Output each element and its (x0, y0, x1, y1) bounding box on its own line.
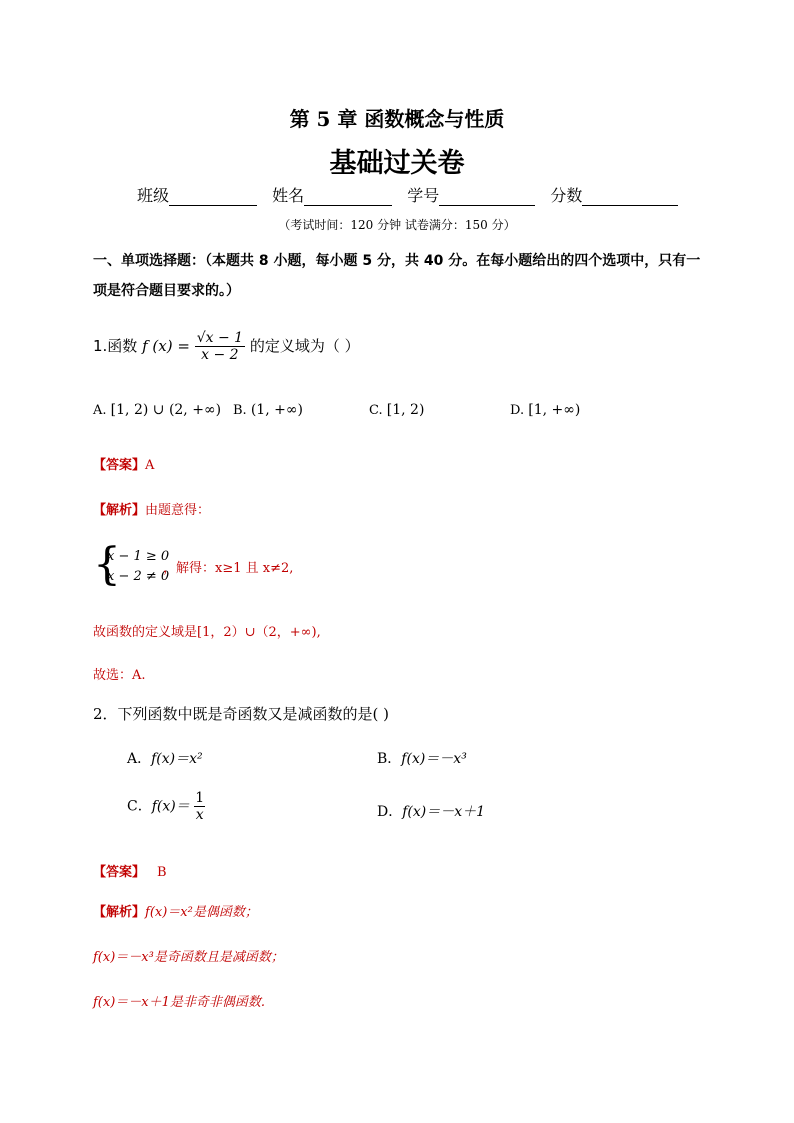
document-title: 基础过关卷 (329, 148, 465, 179)
q1-analysis (93, 499, 210, 518)
system-result: ，解得：x≥1 且 x≠2, (163, 561, 294, 576)
q2-option-d-text: f(x)＝－x＋1 (402, 804, 486, 820)
q2-option-c-label: C． (127, 798, 152, 815)
q2-analysis-line-2: f(x)＝－x³是奇函数且是减函数； (93, 950, 284, 965)
q1-numerator: √x − 1 (196, 330, 244, 346)
q1-option-b-label: B. (233, 403, 247, 418)
class-label: 班级 (137, 186, 170, 205)
name-blank (304, 191, 392, 206)
student-id-blank (439, 191, 535, 206)
q2-option-b-label: B． (377, 751, 402, 767)
q1-option-c-label: C. (369, 403, 383, 418)
left-brace: { (93, 539, 121, 590)
q2-analysis-line-3: f(x)＝－x＋1是非奇非偶函数. (93, 995, 266, 1010)
section-heading: 一、单项选择题：（本题共 8 小题，每小题 5 分，共 40 分。在每小题给出的四个选项中，只有一项是符合题目要求的。） (93, 253, 701, 299)
q2-option-c (127, 790, 205, 823)
q1-answer-value: A (145, 458, 155, 473)
q2-option-a (127, 748, 203, 768)
q1-option-a-text: [1, 2) ∪ (2, +∞) (110, 402, 222, 418)
q2-answer (93, 861, 167, 880)
q1-analysis-intro: 由题意得： (145, 503, 211, 518)
q1-prefix: 1.函数 (93, 337, 138, 355)
exam-time-info: （考试时间：120 分钟 试卷满分：150 分） (278, 218, 516, 232)
system-rows (107, 547, 169, 587)
q2-option-c-denominator: x (195, 807, 204, 823)
q1-denominator: x − 2 (201, 347, 239, 363)
student-id-field (407, 183, 535, 206)
q1-suffix: 的定义域为（ ） (249, 337, 360, 355)
q2-option-b (377, 748, 467, 768)
q1-choose: 故选：A. (93, 668, 146, 683)
name-label: 姓名 (272, 186, 305, 205)
q2-option-b-text: f(x)＝－x³ (401, 751, 467, 767)
q1-fraction (195, 330, 245, 363)
q2-option-c-fraction (194, 790, 205, 823)
student-id-label: 学号 (407, 186, 440, 205)
q2-answer-value: B (157, 865, 167, 880)
question-2-stem: 2．下列函数中既是奇函数又是减函数的是( ) (93, 705, 390, 723)
q1-option-c-text: [1, 2) (386, 402, 425, 418)
q1-option-c (369, 402, 424, 418)
q1-answer (93, 454, 154, 473)
question-1-stem (93, 330, 360, 363)
chapter-title: 第 5 章 函数概念与性质 (289, 107, 505, 131)
q2-option-c-prefix: f(x)＝ (151, 798, 190, 815)
system-row-1: x − 1 ≥ 0 (107, 549, 170, 564)
system-row-2: x − 2 ≠ 0 (107, 569, 170, 584)
name-field (272, 183, 392, 206)
class-field (137, 183, 257, 206)
q2-analysis (93, 901, 258, 920)
q2-option-a-label: A． (127, 751, 152, 767)
q2-analysis-label: 【解析】 (93, 905, 146, 920)
q2-option-d-label: D． (377, 804, 403, 820)
q1-answer-label: 【答案】 (93, 458, 146, 473)
q2-option-c-numerator: 1 (195, 790, 205, 806)
q1-option-d-text: [1, +∞) (528, 402, 581, 418)
student-info-fields (137, 183, 688, 206)
q1-option-b (233, 402, 303, 418)
score-label: 分数 (550, 186, 583, 205)
q2-answer-label: 【答案】 (93, 865, 146, 880)
q1-conclusion: 故函数的定义域是[1，2）∪（2，+∞), (93, 625, 321, 640)
q2-option-d (377, 801, 485, 821)
q1-option-d (510, 402, 580, 418)
score-blank (582, 191, 678, 206)
q1-option-d-label: D. (510, 403, 525, 418)
q1-option-a (93, 402, 221, 418)
q1-function: f (x) = (142, 337, 190, 355)
q1-option-b-text: (1, +∞) (250, 402, 303, 418)
q2-analysis-line-1: f(x)＝x²是偶函数； (145, 905, 258, 920)
q1-inequality-system (93, 539, 294, 590)
q2-option-a-text: f(x)＝x² (151, 751, 203, 767)
score-field (550, 183, 678, 206)
q1-option-a-label: A. (93, 403, 107, 418)
class-blank (169, 191, 257, 206)
q1-analysis-label: 【解析】 (93, 503, 146, 518)
